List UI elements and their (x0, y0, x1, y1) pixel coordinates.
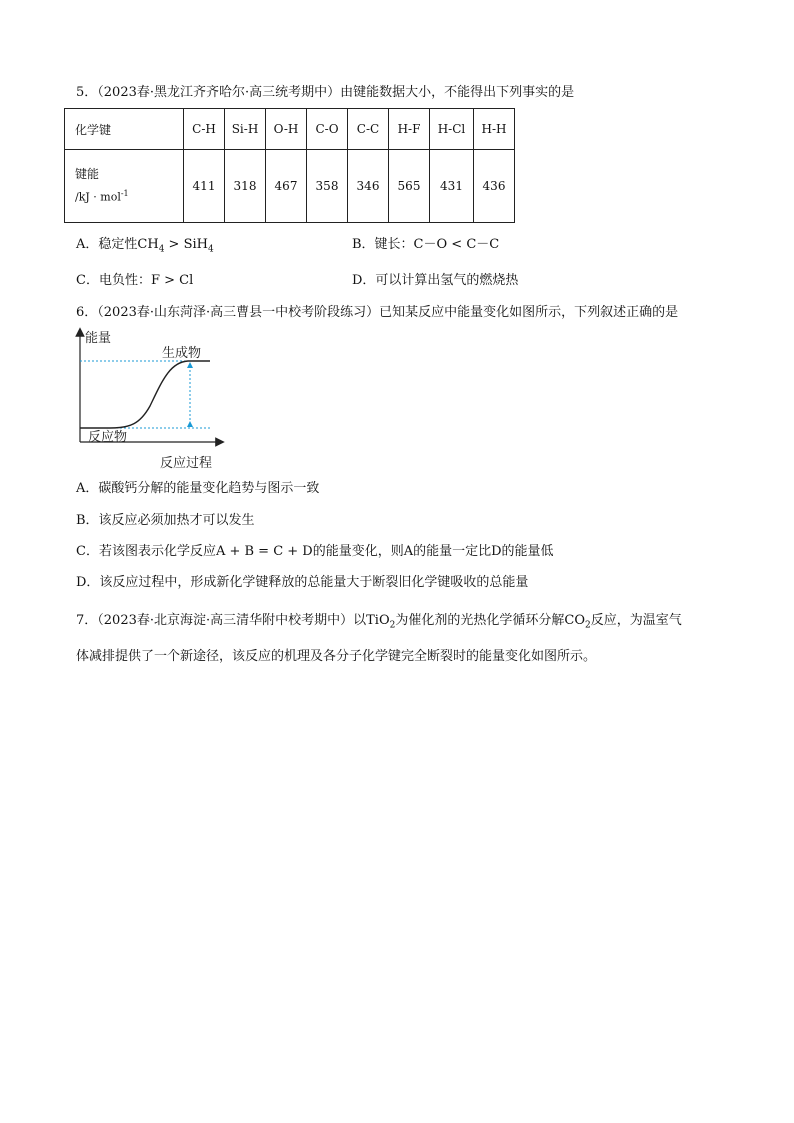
table-cell-bond: H-Cl (430, 109, 474, 150)
table-cell-energy: 411 (184, 150, 225, 223)
q7-text: 反应，为温室气 (590, 613, 682, 628)
table-cell-energy: 358 (307, 150, 348, 223)
q5-option-a[interactable] (76, 236, 214, 259)
formula-sub: 4 (208, 244, 214, 255)
table-cell-energy: 346 (348, 150, 389, 223)
table-cell-bond: Si-H (225, 109, 266, 150)
q5-option-c[interactable]: C．电负性：F > Cl (76, 273, 194, 288)
table-head-bond: 化学键 (65, 109, 184, 150)
table-cell-bond: C-O (307, 109, 348, 150)
q5-option-d[interactable]: D．可以计算出氢气的燃烧热 (352, 273, 519, 288)
formula-co2: CO (564, 613, 585, 628)
energy-unit-exp: -1 (120, 189, 129, 199)
table-cell-energy: 467 (266, 150, 307, 223)
energy-diagram (70, 326, 230, 472)
q6-option-b[interactable]: B．该反应必须加热才可以发生 (76, 513, 255, 528)
formula-sub: 2 (389, 620, 396, 631)
q6-option-d[interactable]: D．该反应过程中，形成新化学键释放的总能量大于断裂旧化学键吸收的总能量 (76, 575, 529, 590)
table-cell-energy: 318 (225, 150, 266, 223)
q5-stem: 5．（2023春·黑龙江齐齐哈尔·高三统考期中）由键能数据大小，不能得出下列事实的是 (76, 85, 575, 100)
reactant-label: 反应物 (88, 430, 128, 445)
formula-sub: 2 (584, 620, 591, 631)
q7-line1 (76, 612, 682, 635)
q5-option-b[interactable]: B．键长：C－O < C－C (352, 237, 500, 252)
q6-stem: 6．（2023春·山东菏泽·高三曹县一中校考阶段练习）已知某反应中能量变化如图所示，下列叙述正确的是 (76, 305, 679, 320)
y-axis-label: 能量 (85, 331, 112, 346)
table-cell-bond: C-H (184, 109, 225, 150)
q6-option-a[interactable]: A．碳酸钙分解的能量变化趋势与图示一致 (76, 481, 320, 496)
product-label: 生成物 (162, 346, 202, 361)
energy-unit-text: /kJ · mol (75, 190, 121, 204)
q7-text: 7．（2023春·北京海淀·高三清华附中校考期中）以 (76, 613, 367, 628)
energy-unit (75, 184, 183, 208)
table-cell-energy: 436 (474, 150, 515, 223)
table-cell-energy: 431 (430, 150, 474, 223)
formula-tio2: TiO (366, 613, 390, 628)
gt-sign: > (164, 237, 184, 252)
table-cell-bond: H-F (389, 109, 430, 150)
formula-sih4: SiH (183, 237, 208, 252)
table-head-energy (65, 150, 184, 223)
q6-option-c[interactable]: C．若该图表示化学反应A + B = C + D的能量变化，则A的能量一定比D的能量低 (76, 544, 554, 559)
energy-label: 键能 (75, 167, 100, 182)
table-cell-energy: 565 (389, 150, 430, 223)
option-a-text: A．稳定性 (76, 237, 138, 252)
table-cell-bond: O-H (266, 109, 307, 150)
x-axis-label: 反应过程 (160, 456, 213, 471)
table-cell-bond: C-C (348, 109, 389, 150)
formula-ch4: CH (137, 237, 159, 252)
bond-energy-table (64, 108, 515, 223)
formula-sub: 4 (158, 244, 165, 255)
q7-line2: 体减排提供了一个新途径，该反应的机理及各分子化学键完全断裂时的能量变化如图所示。 (76, 649, 597, 664)
table-cell-bond: H-H (474, 109, 515, 150)
q7-text: 为催化剂的光热化学循环分解 (395, 613, 565, 628)
table-row (65, 150, 515, 223)
table-row (65, 109, 515, 150)
